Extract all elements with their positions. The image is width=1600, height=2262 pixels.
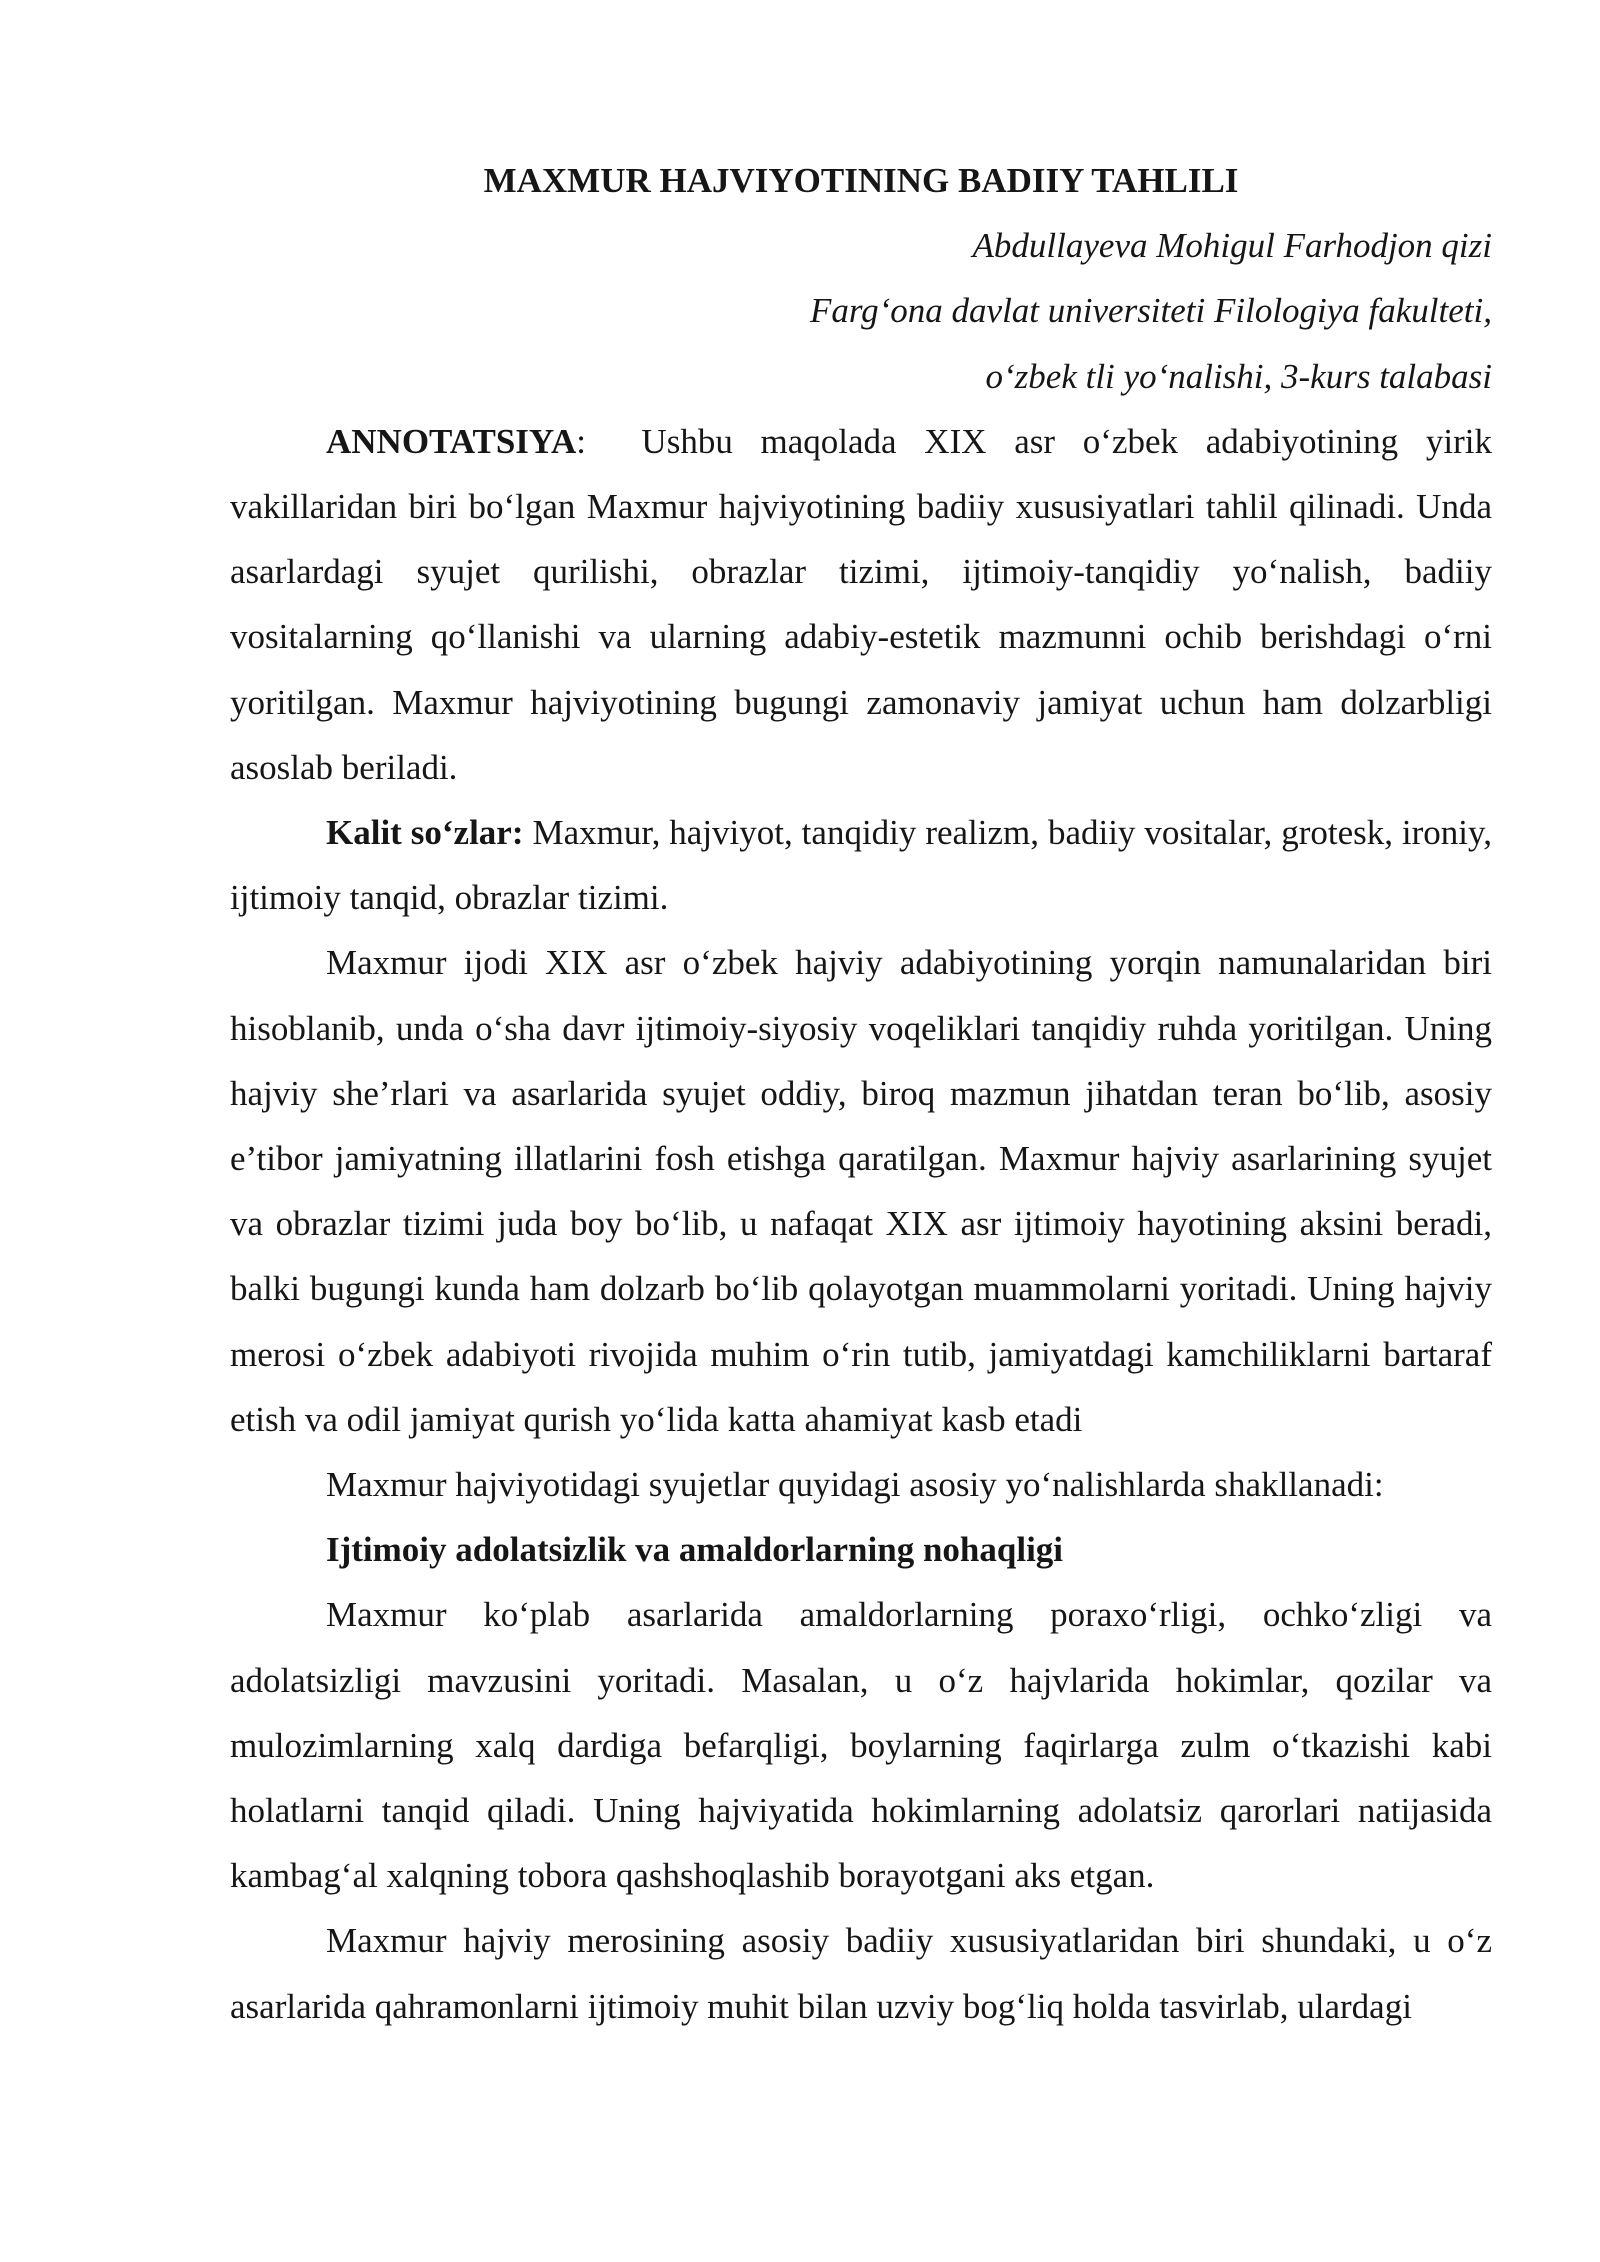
body-paragraph-2: Maxmur hajviyotidagi syujetlar quyidagi asosiy yo‘nalishlarda shakllanadi:: [326, 1465, 1384, 1505]
document-page: [230, 148, 1492, 2039]
keywords-label: Kalit so‘zlar:: [326, 813, 524, 853]
body-paragraph-4: Maxmur hajviy merosining asosiy badiiy xususiyatlaridan biri shundaki, u o‘z asarlarida qahramonlarni ijtimoiy muhit bilan uzviy bog‘liq holda tasvirlab, ulardagi: [230, 1921, 1492, 2026]
author-affiliation: Farg‘ona davlat universiteti Filologiya fakulteti,: [809, 291, 1492, 331]
author-name: Abdullayeva Mohigul Farhodjon qizi: [972, 226, 1492, 266]
body-paragraph-3: Maxmur ko‘plab asarlarida amaldorlarning poraxo‘rligi, ochko‘zligi va adolatsizligi mavzusini yoritadi. Masalan, u o‘z hajvlarida hokimlar, qozilar va mulozimlarning xalq dardiga befarqligi, boylarning faqirlarga zulm o‘tkazishi kabi holatlarni tanqid qiladi. Uning hajviyatida hokimlarning adolatsiz qarorlari natijasida kambag‘al xalqning tobora qashshoqlashib borayotgani aks etgan.: [230, 1595, 1492, 1896]
body-paragraph-1: Maxmur ijodi XIX asr o‘zbek hajviy adabiyotining yorqin namunalaridan biri hisoblanib, unda o‘sha davr ijtimoiy-siyosiy voqeliklari tanqidiy ruhda yoritilgan. Uning hajviy she’rlari va asarlarida syujet oddiy, biroq mazmun jihatdan teran bo‘lib, asosiy e’tibor jamiyatning illatlarini fosh etishga qaratilgan. Maxmur hajviy asarlarining syujet va obrazlar tizimi juda boy bo‘lib, u nafaqat XIX asr ijtimoiy hayotining aksini beradi, balki bugungi kunda ham dolzarb bo‘lib qolayotgan muammolarni yoritadi. Uning hajviy merosi o‘zbek adabiyoti rivojida muhim o‘rin tutib, jamiyatdagi kamchiliklarni bartaraf etish va odil jamiyat qurish yo‘lida katta ahamiyat kasb etadi: [230, 943, 1492, 1439]
annotation-label: ANNOTATSIYA: [326, 421, 577, 461]
paper-title: MAXMUR HAJVIYOTINING BADIIY TAHLILI: [483, 161, 1239, 200]
section-heading: Ijtimoiy adolatsizlik va amaldorlarning nohaqligi: [326, 1530, 1064, 1570]
annotation-text: Ushbu maqolada XIX asr o‘zbek adabiyotining yirik vakillaridan biri bo‘lgan Maxmur hajviyotining badiiy xususiyatlari tahlil qilinadi. Unda asarlardagi syujet qurilishi, obrazlar tizimi, ijtimoiy-tanqidiy yo‘nalish, badiiy vositalarning qo‘llanishi va ularning adabiy-estetik mazmunni ochib berishdagi o‘rni yoritilgan. Maxmur hajviyotining bugungi zamonaviy jamiyat uchun ham dolzarbligi asoslab beriladi.: [230, 421, 1492, 787]
keywords-text: Maxmur, hajviyot, tanqidiy realizm, badiiy vositalar, grotesk, ironiy, ijtimoiy tanqid, obrazlar tizimi.: [230, 813, 1492, 918]
author-program: o‘zbek tli yo‘nalishi, 3-kurs talabasi: [985, 356, 1492, 396]
keywords-paragraph: [230, 800, 1492, 930]
annotation-paragraph: ANNOTATSIYA: Ushbu maqolada XIX asr o‘zbek adabiyotining yirik vakillaridan biri bo‘lgan Maxmur hajviyotining badiiy xususiyatlari tahlil qilinadi. Unda asarlardagi syujet qurilishi, obrazlar tizimi, ijtimoiy-tanqidiy yo‘nalish, badiiy vositalarning qo‘llanishi va ularning adabiy-estetik mazmunni ochib berishdagi o‘rni yoritilgan. Maxmur hajviyotining bugungi zamonaviy jamiyat uchun ham dolzarbligi asoslab beriladi.: [230, 421, 1492, 787]
